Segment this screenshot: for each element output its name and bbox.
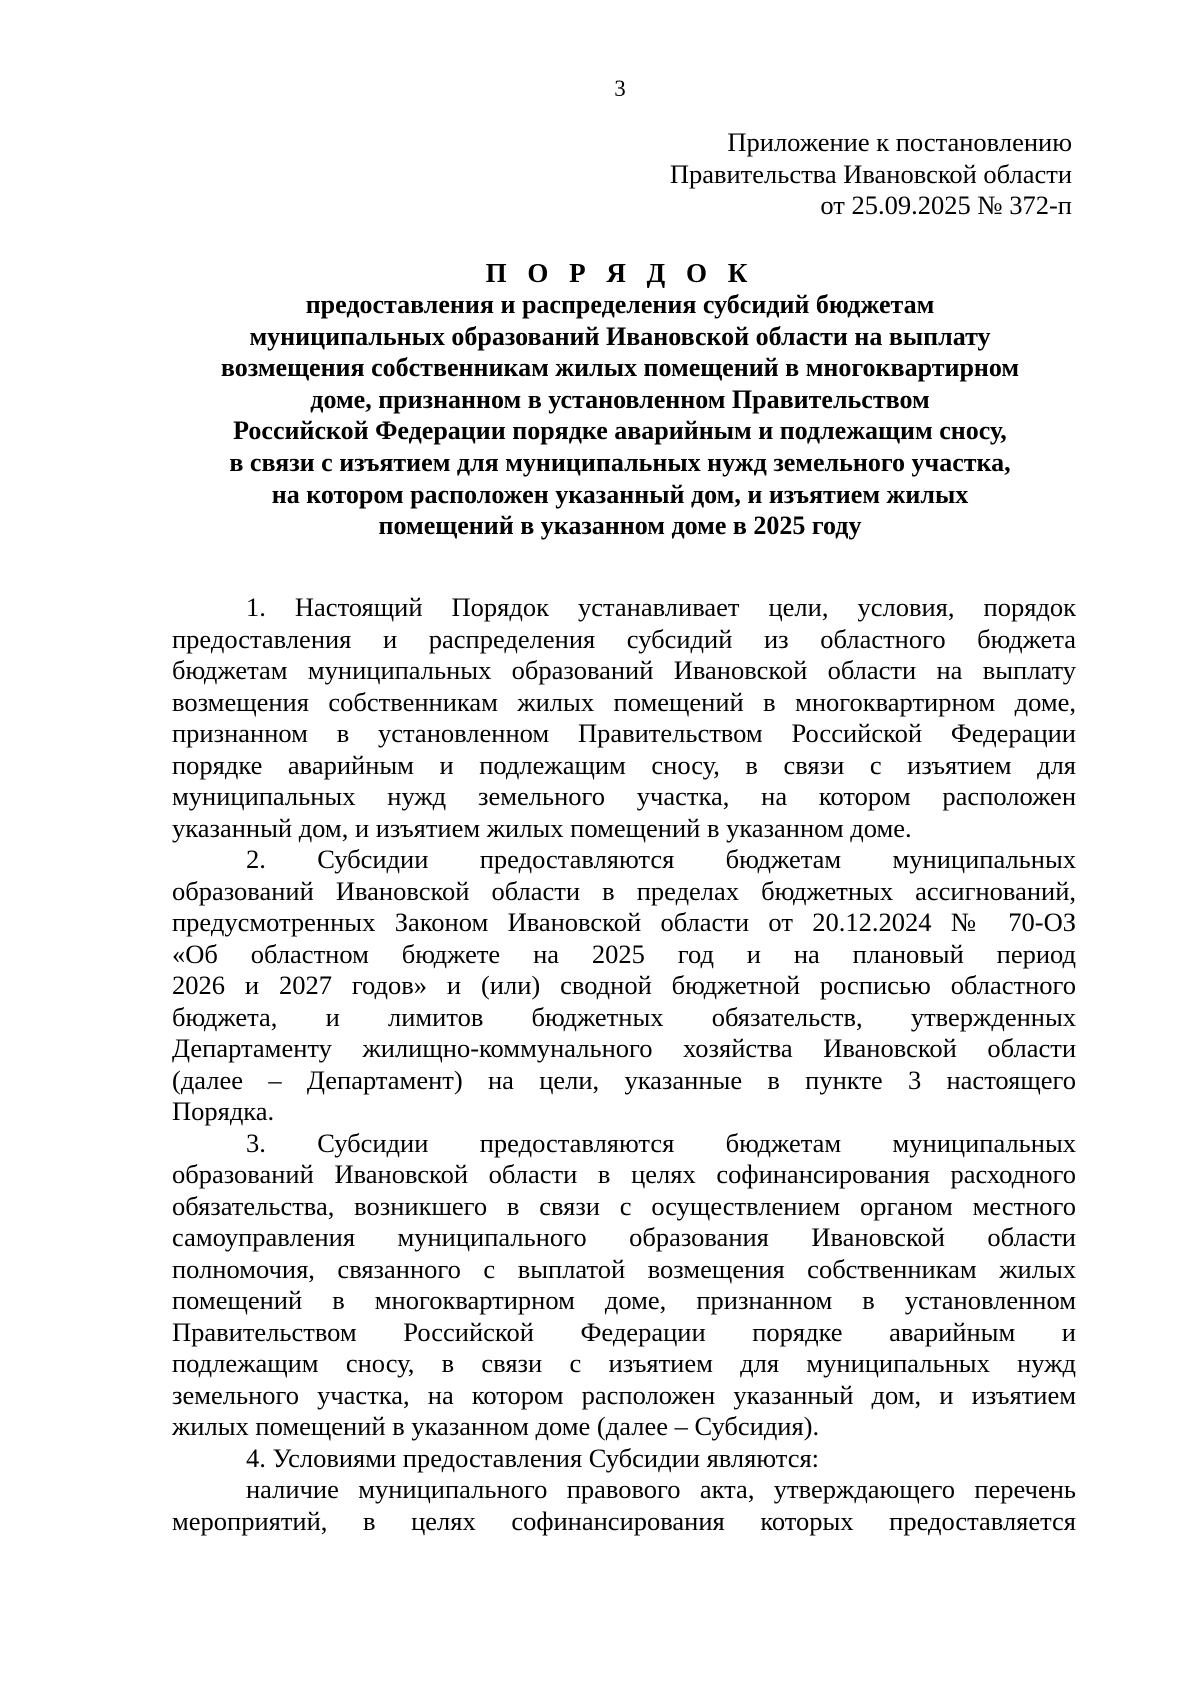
paragraph-1-line: бюджетам муниципальных образований Ивановской области на выплату xyxy=(172,655,1076,685)
paragraph-2-line: Департаменту жилищно-коммунального хозяйства Ивановской области xyxy=(172,1033,1076,1063)
paragraph-3-line: самоуправления муниципального образования Ивановской области xyxy=(172,1222,1076,1252)
subtitle-line: в связи с изъятием для муниципальных нужд земельного участка, xyxy=(229,447,1011,477)
paragraph-3-line: обязательства, возникшего в связи с осуществлением органом местного xyxy=(172,1190,1076,1221)
paragraph-1-line: указанный дом, и изъятием жилых помещений в указанном доме. xyxy=(172,812,912,843)
paragraph-2-line: 2. Субсидии предоставляются бюджетам муниципальных xyxy=(246,844,1076,874)
paragraph-3-line: полномочия, связанного с выплатой возмещения собственникам жилых xyxy=(172,1253,1076,1284)
subtitle-line: возмещения собственникам жилых помещений в многоквартирном xyxy=(220,353,1020,383)
paragraph-3-line: жилых помещений в указанном доме (далее – Субсидия). xyxy=(172,1411,820,1441)
appendix-header xyxy=(670,127,1072,222)
subtitle-line: предоставления и распределения субсидий бюджетам xyxy=(305,290,935,319)
paragraph-3-line: подлежащим сносу, в связи с изъятием для муниципальных нужд xyxy=(172,1348,1076,1378)
page-number: 3 xyxy=(614,76,626,101)
document-body xyxy=(172,592,1076,1537)
paragraph-1-line: признанном в установленном Правительством Российской Федерации xyxy=(172,718,1076,748)
paragraph-4-line: 4. Условиями предоставления Субсидии являются: xyxy=(246,1442,820,1473)
paragraph-3-line: помещений в многоквартирном доме, признанном в установленном xyxy=(172,1285,1076,1315)
subtitle-line: муниципальных образований Ивановской области на выплату xyxy=(249,321,991,351)
paragraph-1-line: 1. Настоящий Порядок устанавливает цели, условия, порядок xyxy=(246,592,1076,622)
paragraph-1-line: порядке аварийным и подлежащим сносу, в связи с изъятием для xyxy=(172,749,1076,780)
paragraph-3-line: Правительством Российской Федерации порядке аварийным и xyxy=(172,1316,1076,1347)
subtitle-line: на котором расположен указанный дом, и изъятием жилых xyxy=(271,479,969,509)
paragraph-4-line: мероприятий, в целях софинансирования которых предоставляется xyxy=(172,1505,1076,1536)
document-title: П О Р Я Д О К xyxy=(485,258,755,288)
paragraph-2-line: 2026 и 2027 годов» и (или) сводной бюджетной росписью областного xyxy=(172,970,1076,1000)
paragraph-2-line: «Об областном бюджете на 2025 год и на плановый период xyxy=(172,938,1076,969)
appendix-line: Правительства Ивановской области xyxy=(669,158,1072,189)
paragraph-3-line: образований Ивановской области в целях софинансирования расходного xyxy=(172,1159,1076,1189)
paragraph-4-line: наличие муниципального правового акта, утверждающего перечень xyxy=(246,1474,1076,1504)
paragraph-1-line: муниципальных нужд земельного участка, на котором расположен xyxy=(172,781,1076,811)
paragraph-2-line: предусмотренных Законом Ивановской области от 20.12.2024 № 70-ОЗ xyxy=(172,907,1076,937)
subtitle-line: доме, признанном в установленном Правительством xyxy=(310,384,930,414)
subtitle-line: Российской Федерации порядке аварийным и подлежащим сносу, xyxy=(233,416,1007,446)
appendix-line: от 25.09.2025 № 372-п xyxy=(820,190,1072,220)
document-subtitle xyxy=(0,289,1200,542)
paragraph-1-line: предоставления и распределения субсидий из областного бюджета xyxy=(172,623,1076,654)
paragraph-1-line: возмещения собственникам жилых помещений в многоквартирном доме, xyxy=(172,686,1076,717)
paragraph-2-line: (далее – Департамент) на цели, указанные в пункте 3 настоящего xyxy=(172,1064,1076,1095)
appendix-line: Приложение к постановлению xyxy=(727,127,1072,157)
paragraph-3-line: земельного участка, на котором расположен указанный дом, и изъятием xyxy=(172,1379,1076,1410)
paragraph-3-line: 3. Субсидии предоставляются бюджетам муниципальных xyxy=(246,1127,1076,1158)
paragraph-2-line: бюджета, и лимитов бюджетных обязательств, утвержденных xyxy=(172,1001,1076,1032)
paragraph-2-line: образований Ивановской области в пределах бюджетных ассигнований, xyxy=(172,875,1076,906)
paragraph-2-line: Порядка. xyxy=(172,1096,275,1126)
subtitle-line: помещений в указанном доме в 2025 году xyxy=(378,511,862,541)
